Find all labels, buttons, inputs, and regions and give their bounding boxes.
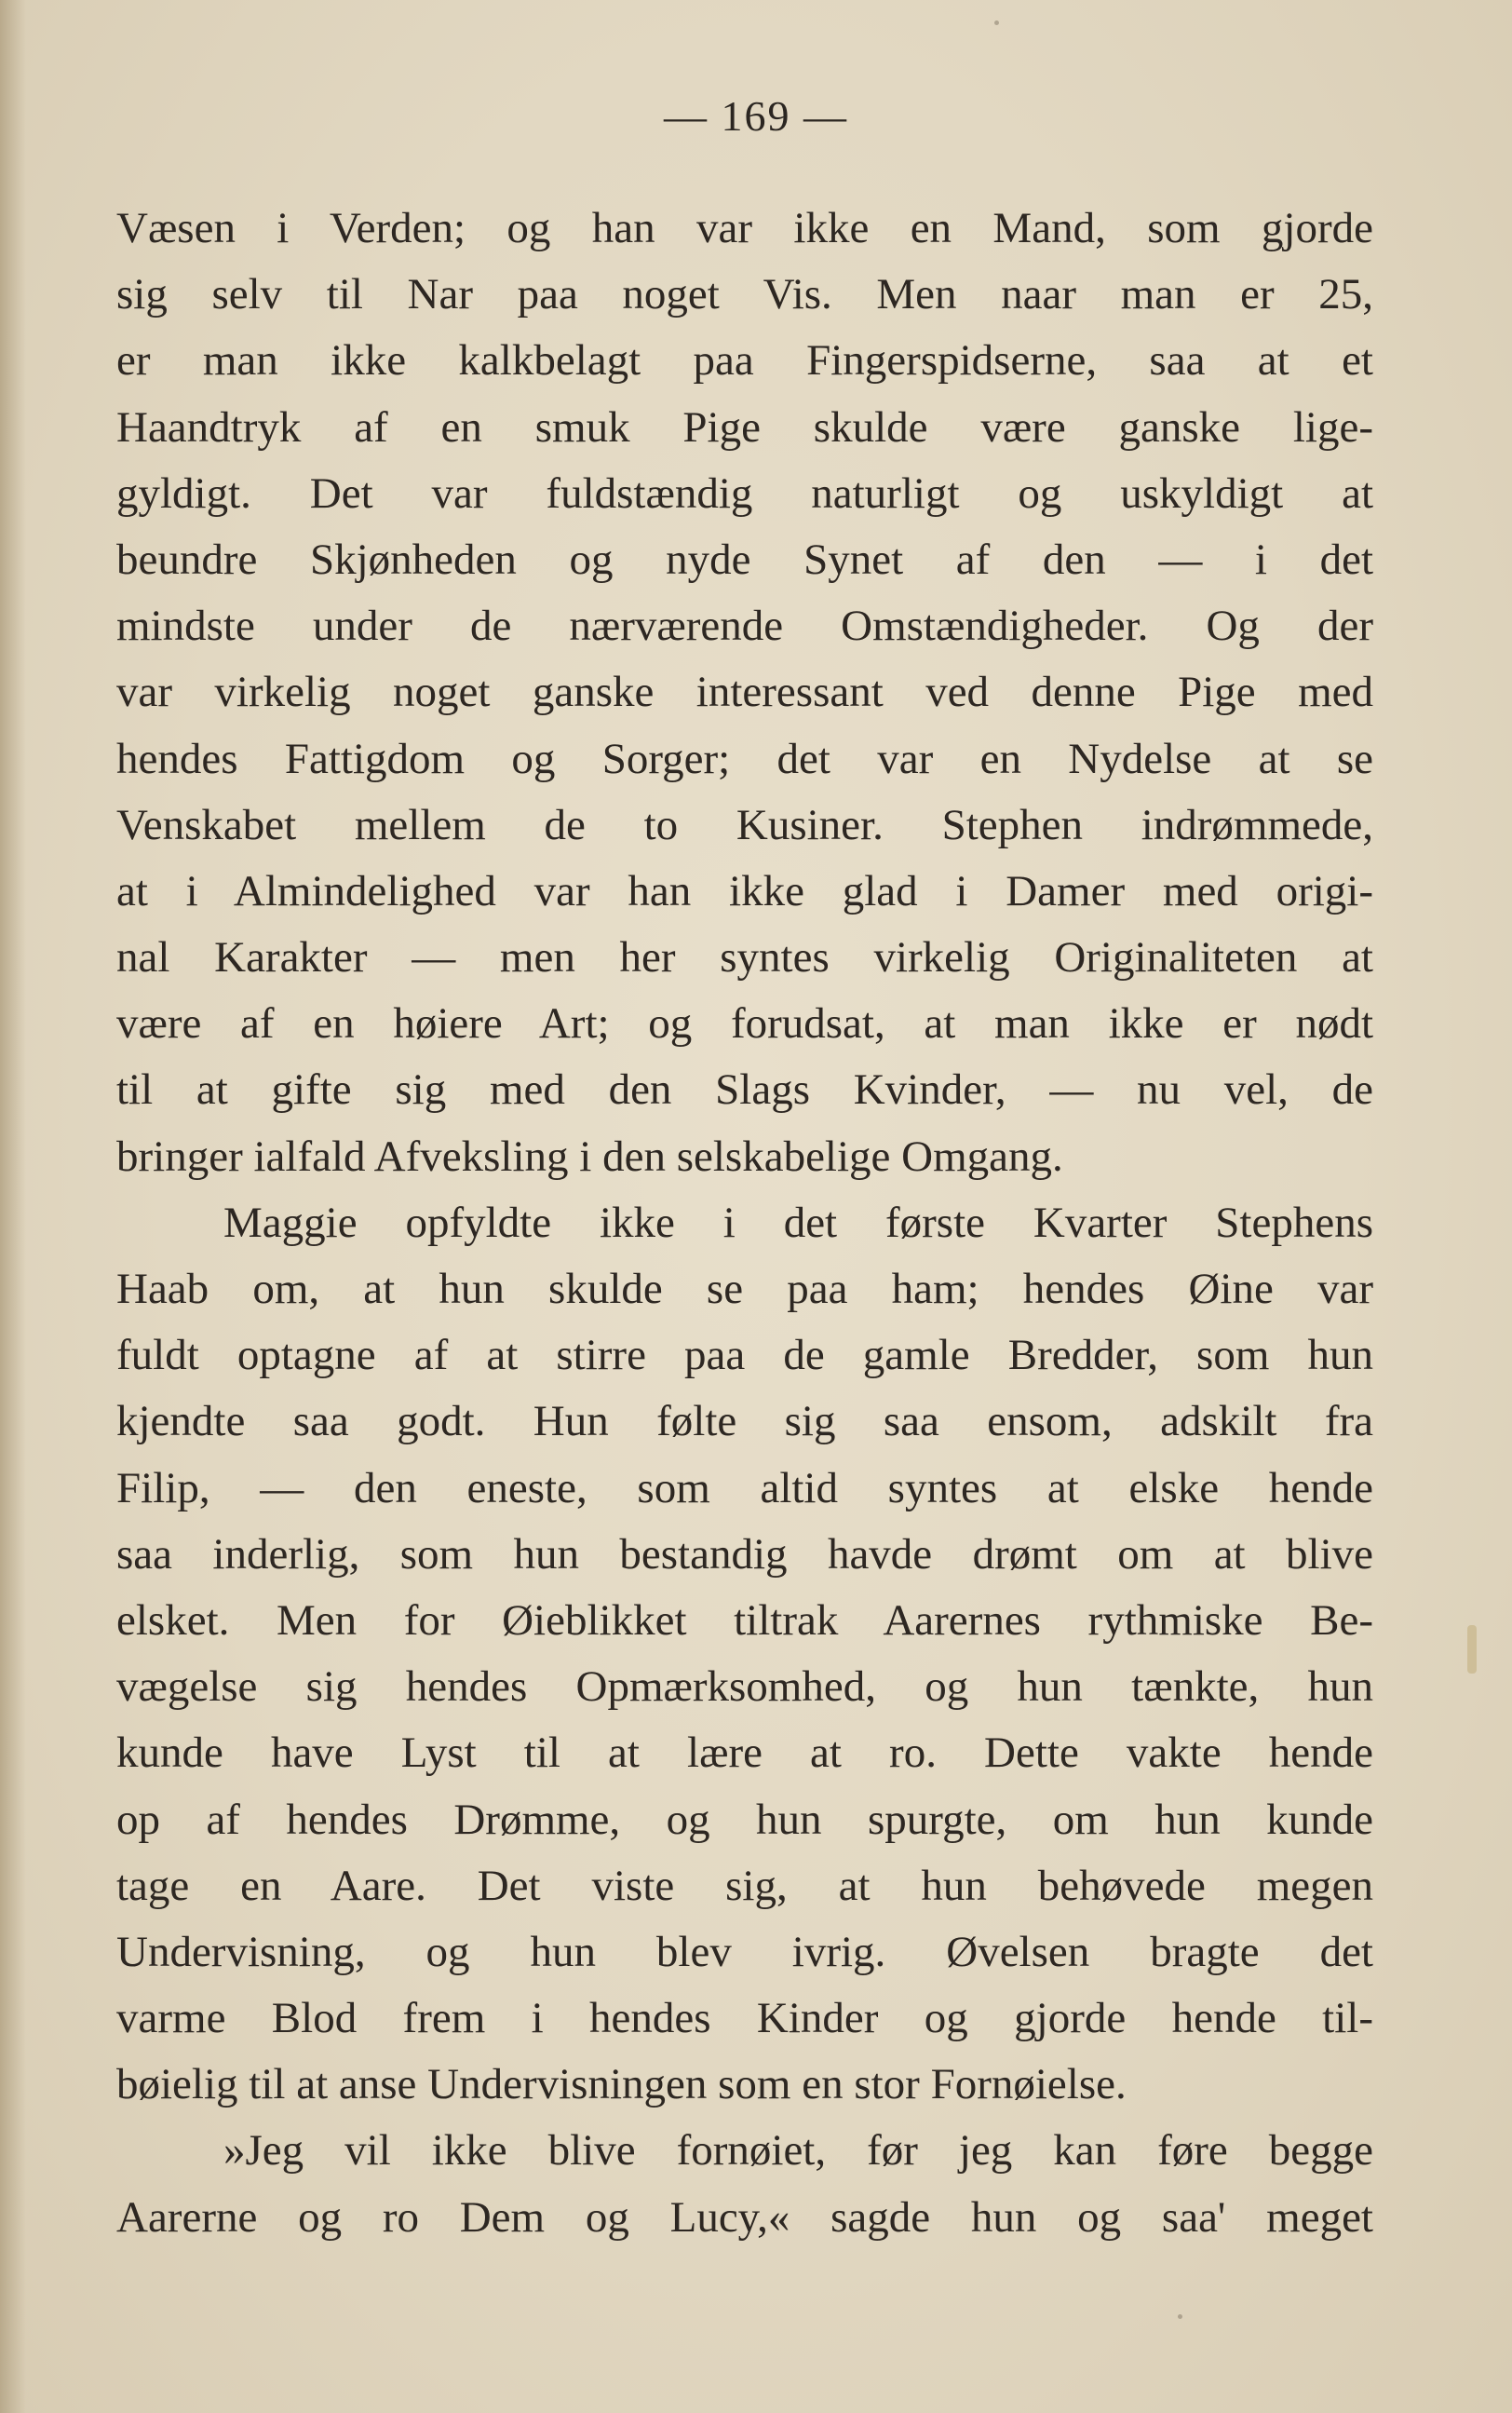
text-line: nal Karakter — men her syntes virkelig Originaliteten at	[116, 933, 1373, 983]
text-line: Filip, — den eneste, som altid syntes at elske hende	[116, 1463, 1373, 1512]
text-line: bøielig til at anse Undervisningen som en stor Fornøielse.	[116, 2060, 1127, 2109]
text-line: Maggie opfyldte ikke i det første Kvarter Stephens	[223, 1198, 1373, 1247]
text-line: sig selv til Nar paa noget Vis. Men naar man er 25,	[116, 270, 1373, 319]
text-line: Haandtryk af en smuk Pige skulde være ganske lige-	[116, 402, 1373, 452]
text-line: bringer ialfald Afveksling i den selskabelige Omgang.	[116, 1132, 1063, 1181]
body-text	[116, 196, 1373, 2251]
text-line: beundre Skjønheden og nyde Synet af den — i det	[116, 535, 1373, 584]
text-line: Væsen i Verden; og han var ikke en Mand, som gjorde	[116, 204, 1373, 252]
page-number: — 169 —	[664, 92, 848, 140]
text-line: kunde have Lyst til at lære at ro. Dette vakte hende	[116, 1728, 1373, 1778]
text-line: tage en Aare. Det viste sig, at hun behøvede megen	[116, 1861, 1373, 1910]
text-line: fuldt optagne af at stirre paa de gamle Bredder, som hun	[116, 1331, 1373, 1380]
paper-speck	[994, 20, 999, 25]
text-line: hendes Fattigdom og Sorger; det var en Nydelse at se	[116, 734, 1373, 783]
text-line: »Jeg vil ikke blive fornøiet, før jeg kan føre begge	[223, 2126, 1373, 2176]
text-line: var virkelig noget ganske interessant ved denne Pige med	[116, 668, 1373, 717]
text-line: Aarerne og ro Dem og Lucy,« sagde hun og saa' meget	[116, 2192, 1373, 2242]
text-line: varme Blod frem i hendes Kinder og gjorde hende til-	[116, 1994, 1373, 2043]
text-line: at i Almindelighed var han ikke glad i Damer med origi-	[116, 866, 1373, 915]
gutter-shadow	[0, 0, 26, 2413]
text-line: saa inderlig, som hun bestandig havde drømt om at blive	[116, 1529, 1373, 1579]
text-line: kjendte saa godt. Hun følte sig saa ensom, adskilt fra	[116, 1397, 1373, 1446]
text-line: Undervisning, og hun blev ivrig. Øvelsen bragte det	[116, 1927, 1373, 1976]
text-line: elsket. Men for Øieblikket tiltrak Aarernes rythmiske Be-	[116, 1595, 1373, 1645]
text-line: være af en høiere Art; og forudsat, at man ikke er nødt	[116, 999, 1373, 1049]
text-line: gyldigt. Det var fuldstændig naturligt og uskyldigt at	[116, 468, 1373, 518]
text-line: op af hendes Drømme, og hun spurgte, om hun kunde	[116, 1795, 1373, 1844]
paper-speck	[1178, 2314, 1182, 2319]
text-line: er man ikke kalkbelagt paa Fingerspidserne, saa at et	[116, 336, 1373, 386]
text-line: Venskabet mellem de to Kusiner. Stephen indrømmede,	[116, 800, 1373, 849]
text-line: vægelse sig hendes Opmærksomhed, og hun tænkte, hun	[116, 1662, 1373, 1712]
text-line: Haab om, at hun skulde se paa ham; hendes Øine var	[116, 1265, 1373, 1313]
margin-smudge	[1467, 1625, 1477, 1674]
text-line: mindste under de nærværende Omstændigheder. Og der	[116, 602, 1373, 651]
text-line: til at gifte sig med den Slags Kvinder, — nu vel, de	[116, 1065, 1373, 1115]
